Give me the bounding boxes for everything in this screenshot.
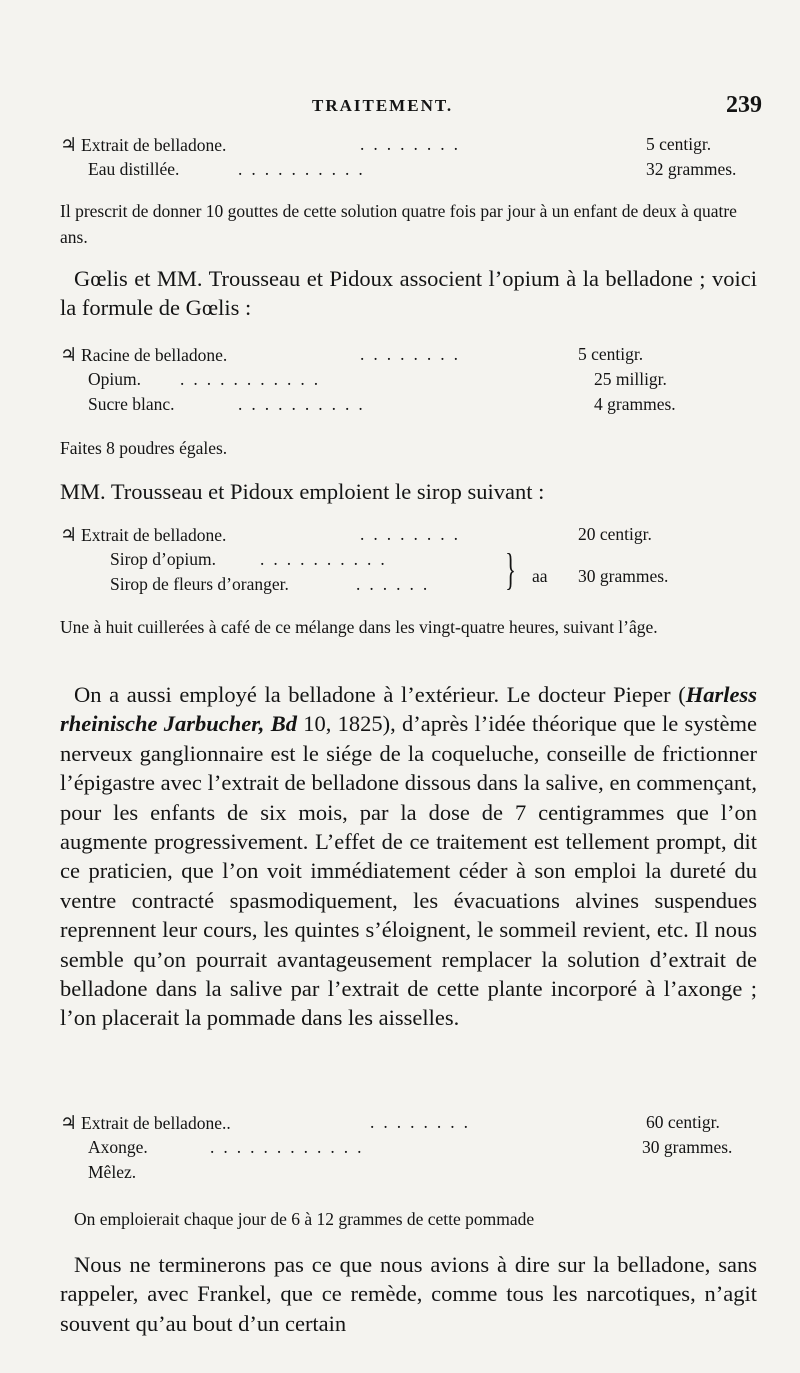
prescription-1 [60, 134, 765, 184]
brace-label: aa [532, 566, 548, 586]
prescription-line [60, 1162, 765, 1187]
ingredient-name: Sirop d’opium. [110, 549, 216, 569]
leader-dots: ........... [180, 369, 328, 389]
note-powders: Faites 8 poudres égales. [60, 438, 228, 458]
leader-dots: .......... [238, 159, 372, 179]
ingredient-quantity: 5 centigr. [646, 134, 712, 154]
ingredient-name: Extrait de belladone. [81, 135, 227, 155]
ingredient-name: Extrait de belladone.. [81, 1113, 231, 1133]
prescription-line [60, 1112, 765, 1137]
ingredient-name: Eau distillée. [88, 159, 180, 179]
prescription-line [60, 394, 765, 419]
jupiter-symbol-icon: ♃ [60, 135, 78, 156]
leader-dots: ............ [210, 1137, 371, 1157]
ingredient-instruction: Mêlez. [88, 1162, 137, 1182]
prescription-line [60, 1137, 765, 1162]
paragraph-dosage: Il prescrit de donner 10 gouttes de cette solution quatre fois par jour à un enfant de deux à quatre ans. [60, 201, 737, 247]
ingredient-quantity: 20 centigr. [578, 524, 652, 544]
prescription-3 [60, 524, 765, 599]
leader-dots: .......... [260, 549, 394, 569]
jupiter-symbol-icon: ♃ [60, 345, 78, 366]
paragraph-goelis: Gœlis et MM. Trousseau et Pidoux associent l’opium à la belladone ; voici la formule de Gœlis : [60, 266, 757, 321]
paragraph-pieper: On a aussi employé la belladone à l’extérieur. Le docteur Pieper (Harless rheinische Jarbucher, Bd 10, 1825), d’après l’idée théorique que le système nerveux ganglionnaire est le siége de la coqueluche, conseille de frictionner l’épigastre avec l’extrait de belladone dissous dans la salive, en commençant, pour les enfants de six mois, par la dose de 7 centigrammes que l’on augmente progressivement. L’effet de ce traitement est tellement prompt, dit ce praticien, que l’on voit immédiatement céder à son emploi la dureté du ventre contracté spasmodiquement, les évacuations alvines suspendues reprennent leur cours, les quintes s’éloignent, le sommeil revient, etc. Il nous semble qu’on pourrait avantageusement remplacer la solution d’extrait de belladone dans la salive par l’extrait de cette plante incorporé à l’axonge ; l’on placerait la pommade dans les aisselles. [60, 682, 757, 1031]
prescription-line [60, 524, 765, 549]
prescription-line [60, 344, 765, 369]
leader-dots: ...... [356, 574, 437, 594]
leader-dots: ........ [370, 1112, 477, 1132]
prescription-2 [60, 344, 765, 419]
page-number: 239 [726, 92, 762, 118]
jupiter-symbol-icon: ♃ [60, 1113, 78, 1134]
section-heading: MM. Trousseau et Pidoux emploient le sirop suivant : [60, 479, 545, 504]
ingredient-name: Sirop de fleurs d’oranger. [110, 574, 289, 594]
citation: Harless rheinische Jarbucher, Bd [60, 682, 757, 737]
brace-quantity: 30 grammes. [578, 566, 669, 586]
prescription-line [60, 134, 765, 159]
ingredient-name: Racine de belladone. [81, 345, 228, 365]
leader-dots: ........ [360, 524, 467, 544]
prescription-line [60, 159, 765, 184]
prescription-line [60, 369, 765, 394]
ingredient-name: Axonge. [88, 1137, 148, 1157]
ingredient-quantity: 60 centigr. [646, 1112, 720, 1132]
note-dosage-spoons: Une à huit cuillerées à café de ce mélange dans les vingt-quatre heures, suivant l’âge. [60, 617, 658, 637]
note-pommade: On emploierait chaque jour de 6 à 12 grammes de cette pommade [74, 1209, 535, 1229]
ingredient-quantity: 25 milligr. [594, 369, 667, 389]
running-title: TRAITEMENT. [312, 96, 454, 115]
leader-dots: ........ [360, 134, 467, 154]
leader-dots: .......... [238, 394, 372, 414]
jupiter-symbol-icon: ♃ [60, 525, 78, 546]
leader-dots: ........ [360, 344, 467, 364]
paragraph-frankel: Nous ne terminerons pas ce que nous avions à dire sur la belladone, sans rappeler, avec Frankel, que ce remède, comme tous les narcotiques, n’agit souvent qu’au bout d’un certain [60, 1252, 757, 1336]
ingredient-name: Opium. [88, 369, 141, 389]
ingredient-quantity: 5 centigr. [578, 344, 644, 364]
ingredient-name: Sucre blanc. [88, 394, 175, 414]
ingredient-quantity: 30 grammes. [642, 1137, 733, 1157]
page-header [60, 92, 762, 126]
brace-symbol: } [505, 545, 516, 594]
ingredient-quantity: 32 grammes. [646, 159, 737, 179]
prescription-4 [60, 1112, 765, 1187]
ingredient-quantity: 4 grammes. [594, 394, 676, 414]
ingredient-name: Extrait de belladone. [81, 525, 227, 545]
